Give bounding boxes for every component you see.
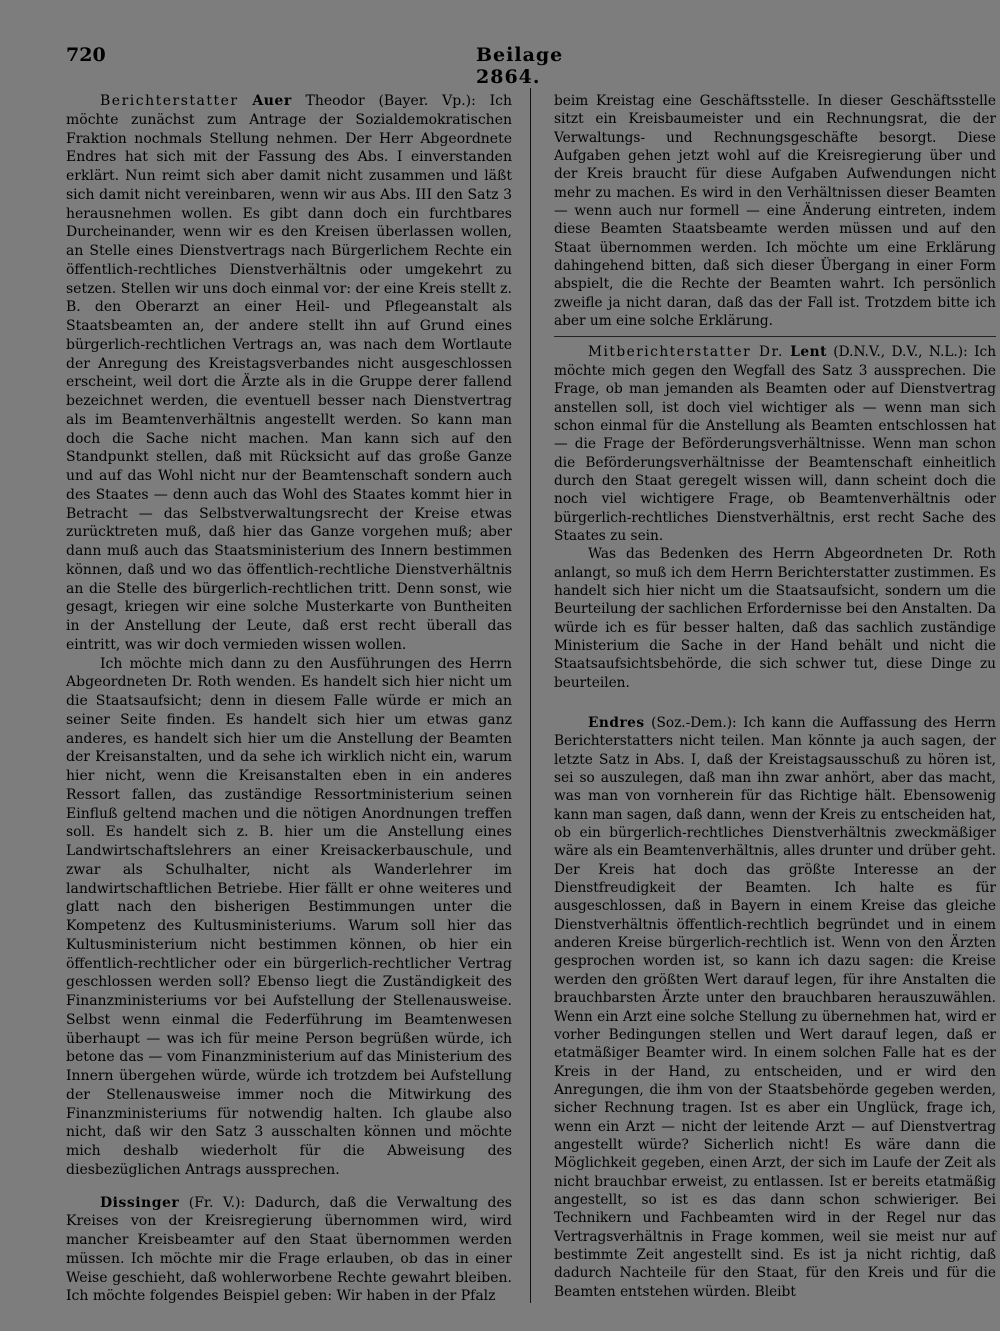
left-column	[66, 92, 512, 1306]
page-header	[66, 44, 592, 88]
paragraph-text: (Fr. V.): Dadurch, daß die Verwaltung des Kreises von der Kreisregierung übernommen wird, wird mancher Kreisbeamter auf den Staat übernommen werden müssen. Ich möchte mir die Frage erlauben, ob das in einer Weise geschieht, daß wohlerworbene Rechte gewahrt bleiben. Ich möchte folgendes Beispiel geben: Wir haben in der Pfalz	[66, 1194, 512, 1305]
paragraph-text: (Soz.-Dem.): Ich kann die Auffassung des Herrn Berichterstatters nicht teilen. Man könnte ja auch sagen, der letzte Satz in Abs. I, daß der Kreistagsausschuß zu hören ist, sei so auszulegen, daß man ihn zwar anhört, aber das macht, was man von vornherein für das Richtige hält. Ebensowenig kann man sagen, daß dann, wenn der Kreis zu entscheiden hat, ob ein bürgerlich-rechtliches Dienstverhältnis zweckmäßiger wäre als ein Beamtenverhältnis, alles drunter und drüber geht. Der Kreis hat doch das größte Interesse an der Dienstfreudigkeit der Beamten. Ich halte es für ausgeschlossen, daß in Bayern in einem Kreise das gleiche Dienstverhältnis öffentlich-rechtlich begründet und in einem anderen Kreise bürgerlich-rechtlich ist. Wenn von den Ärzten gesprochen worden ist, so kann ich dazu sagen: die Kreise werden den größten Wert darauf legen, für ihre Anstalten die brauchbarsten Ärzte unter den brauchbaren herauszuwählen. Wenn ein Arzt eine solche Stellung zu übernehmen hat, wird er vorher Bedingungen stellen und Wert darauf legen, daß er etatmäßiger Beamter wird. In einem solchen Falle hat es der Kreis in der Hand, zu entscheiden, und er wird den Anregungen, die ihm von der Staatsbehörde gegeben werden, sicher Rechnung tragen. Ist es aber ein Unglück, frage ich, wenn ein Arzt — nicht der leitende Arzt — auf Dienstvertrag angestellt würde? Sicherlich nicht! Es wäre dann die Möglichkeit gegeben, einen Arzt, der sich im Laufe der Zeit als nicht brauchbar erweist, zu entlassen. Ist er bereits etatmäßig angestellt, so ist es das dann schon schwieriger. Bei Technikern und Fachbeamten wird in der Regel nur das Vertragsverhältnis in Frage kommen, weil sie meist nur auf bestimmte Zeit angestellt sind. Es ist ja nicht richtig, daß dadurch Nachteile für den Staat, für den Kreis und für die Beamten entstehen würden. Bleibt	[554, 715, 996, 1300]
speaker-role: Berichterstatter	[100, 93, 239, 109]
speaker-role: Mitberichterstatter Dr.	[588, 344, 784, 361]
paragraph-endres	[554, 714, 996, 1301]
page-number: 720	[66, 44, 106, 66]
speaker-name: Lent	[790, 344, 827, 361]
speaker-name: Endres	[588, 715, 645, 731]
speaker-name: Dissinger	[100, 1194, 180, 1211]
paragraph-lent	[554, 343, 996, 545]
running-title: Beilage 2864.	[476, 44, 564, 88]
section-divider	[554, 336, 996, 337]
paragraph-lent-2: Was das Bedenken des Herrn Abgeordneten Dr. Roth anlangt, so muß ich dem Herrn Berichterstatter zustimmen. Es handelt sich hier nicht um die Staatsaufsicht, sondern um die Beurteilung der sachlichen Erfordernisse bei den Anstalten. Da würde ich es für besser halten, daß das sachlich zuständige Ministerium die Sache in der Hand behält und nicht die Staatsaufsichtsbehörde, die sich schwer tut, diese Dinge zu beurteilen.	[554, 546, 996, 691]
paragraph-dissinger-cont: beim Kreistag eine Geschäftsstelle. In dieser Geschäftsstelle sitzt ein Kreisbaumeister und ein Rechnungsrat, die der Verwaltungs- und Rechnungsgeschäfte besorgt. Diese Aufgaben gehen jetzt wohl auf die Kreisregierung über und der Kreis braucht für diese Aufgaben Aufwendungen nicht mehr zu machen. Es wird in den Verhältnissen dieser Beamten — wenn auch nur formell — eine Änderung eintreten, indem diese Beamten Staatsbeamte werden müssen und auf den Staat übernommen werden. Ich möchte um eine Erklärung dahingehend bitten, daß sich dieser Übergang in einer Form abspielt, die die Rechte der Beamten wahrt. Ich persönlich zweifle ja nicht daran, daß das der Fall ist. Trotzdem bitte ich aber um eine solche Erklärung.	[554, 93, 996, 330]
paragraph-auer-2: Ich möchte mich dann zu den Ausführungen des Herrn Abgeordneten Dr. Roth wenden. Es handelt sich hier nicht um die Staatsaufsicht; denn in diesem Falle würde er mich an seiner Seite finden. Es handelt sich hier um etwas ganz anderes, es handelt sich hier um die Anstellung der Beamten der Kreisanstalten, und da sehe ich wirklich nicht ein, warum hier nicht, wenn die Kreisanstalten eben in ein anderes Ressort fallen, das zuständige Ressortministerium seinen Einfluß geltend machen und die nötigen Anordnungen treffen soll. Es handelt sich z. B. hier um die Anstellung eines Landwirtschaftslehrers an einer Kreisackerbauschule, und zwar als Schulhalter, nicht als Wanderlehrer im landwirtschaftlichen Betriebe. Hier fällt er ohne weiteres und glatt nach den bisherigen Bestimmungen unter die Kompetenz des Kultusministeriums. Warum soll hier das Kultusministerium nicht bestimmen können, ob hier ein öffentlich-rechtlicher oder ein bürgerlich-rechtlicher Vertrag geschlossen werden soll? Ebenso liegt die Zuständigkeit des Finanzministeriums vor bei Aufstellung der Stellenausweise. Selbst wenn einmal die Federführung im Beamtenwesen überhaupt — was ich für meine Person begrüßen würde, ich betone das — vom Finanzministerium auf das Ministerium des Innern übergehen würde, würde ich trotzdem bei Aufstellung der Stellenausweise immer noch die Mitwirkung des Finanzministeriums für notwendig halten. Ich glaube also nicht, daß wir den Satz 3 ausschalten können und möchte mich deshalb wiederholt für die Abweisung des diesbezüglichen Antrags aussprechen.	[66, 655, 512, 1178]
paragraph-text: Theodor (Bayer. Vp.): Ich möchte zunächst zum Antrage der Sozialdemokratischen Fraktion nochmals Stellung nehmen. Der Herr Abgeordnete Endres hat sich mit der Fassung des Abs. I einverstanden erklärt. Nun reimt sich aber damit nicht zusammen und läßt sich damit nicht vereinbaren, wenn wir aus Abs. III den Satz 3 herausnehmen wollen. Es gibt dann doch ein furchtbares Durcheinander, wenn wir es den Kreisen überlassen wollen, an Stelle eines Dienstvertrags nach Bürgerlichem Rechte ein öffentlich-rechtliches Dienstverhältnis oder umgekehrt zu setzen. Stellen wir uns doch einmal vor: der eine Kreis stellt z. B. den Oberarzt an einer Heil- und Pflegeanstalt als Staatsbeamten an, der andere stellt ihn auf Grund eines bürgerlich-rechtlichen Vertrags an, was nach dem Wortlaute der Anregung des Kreistagsverbandes nicht ausgeschlossen erscheint, weil dort die Ärzte als in die Gruppe derer fallend bezeichnet werden, die eventuell besser nach Dienstvertrag als im Beamtenverhältnis angestellt werden. So kann man doch die Sache nicht machen. Man kann sich auf den Standpunkt stellen, daß mit Rücksicht auf das große Ganze und auf das Wohl nicht nur der Beamtenschaft sondern auch des Staates — denn auch das Wohl des Staates kommt hier in Betracht — das Selbstverwaltungsrecht der Kreise etwas zurücktreten muß, daß hier das Ganze vorgehen muß; aber dann muß auch das Staatsministerium des Innern bestimmen können, daß und wo das öffentlich-rechtliche Dienstverhältnis an die Stelle des bürgerlich-rechtlichen tritt. Denn sonst, wie gesagt, kriegen wir eine solche Musterkarte von Buntheiten in der Anstellung der Leute, daß erst recht überall das eintritt, was wir doch vermieden wissen wollen.	[66, 93, 513, 653]
paragraph-text: (D.N.V., D.V., N.L.): Ich möchte mich gegen den Wegfall des Satz 3 aussprechen. Die Frage, ob man jemanden als Beamten oder auf Dienstvertrag anstellen soll, ist doch viel wichtiger als — wenn man sich schon einmal für die Anstellung als Beamten entschlossen hat — die Frage der Beförderungsverhältnisse. Wenn man schon die Beförderungsverhältnisse der Beamtenschaft einheitlich durch den Staat geregelt wissen will, dann scheint doch die noch viel wichtigere Frage, ob Beamtenverhältnis oder bürgerlich-rechtliches Dienstverhältnis, erst recht Sache des Staates zu sein.	[554, 344, 997, 544]
paragraph-auer	[66, 92, 512, 655]
right-column	[554, 92, 996, 1301]
column-divider	[530, 88, 531, 1303]
speaker-name: Auer	[252, 93, 292, 109]
paragraph-dissinger	[66, 1194, 512, 1307]
